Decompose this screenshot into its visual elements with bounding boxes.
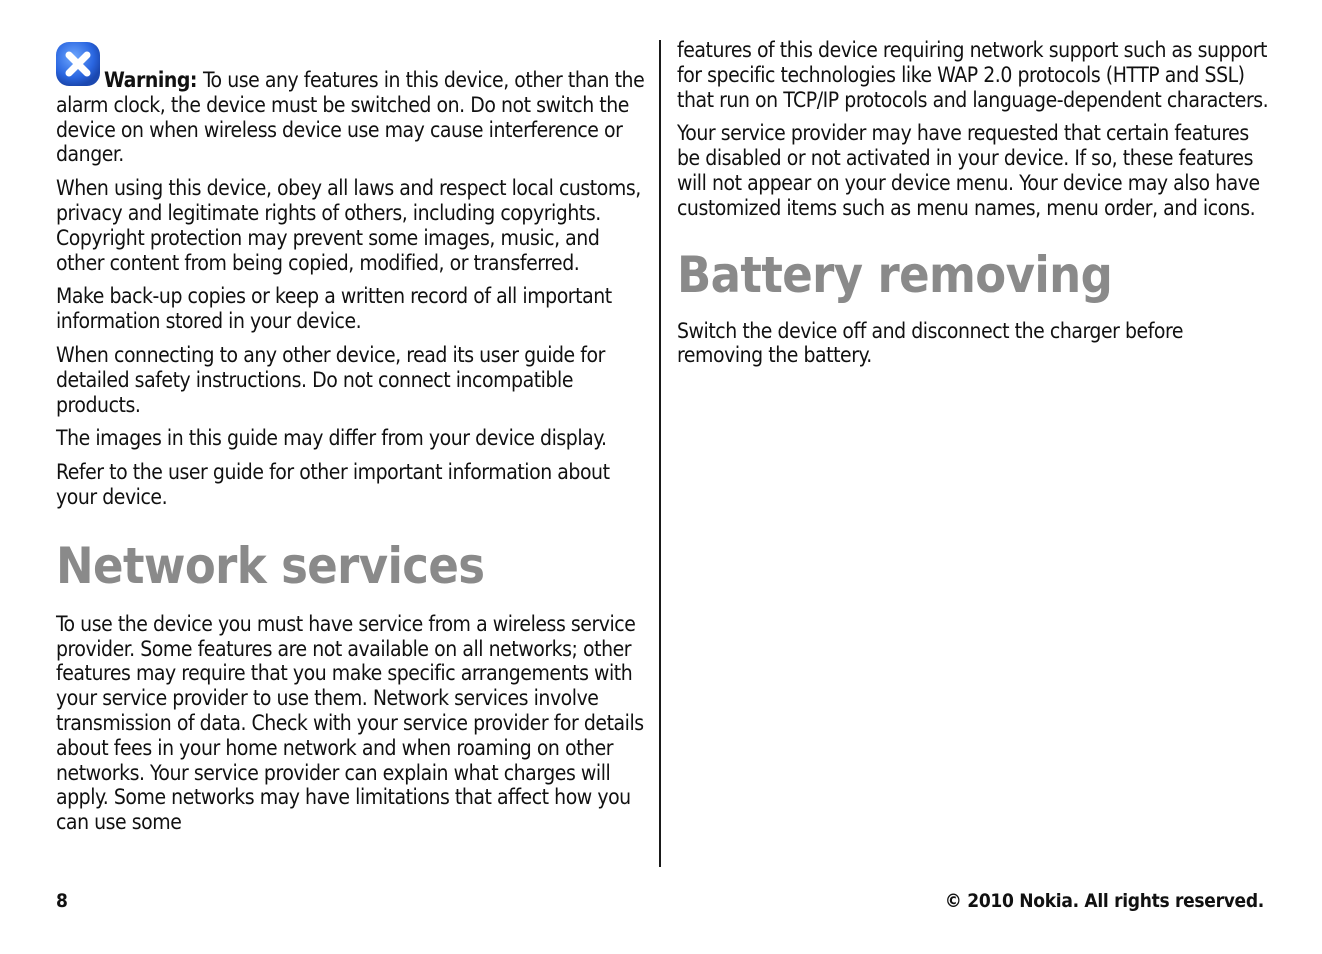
- body-paragraph: When connecting to any other device, read its user guide for detailed safety instructions. Do not connect incompatible products.: [56, 342, 605, 417]
- column-divider: [659, 40, 661, 867]
- body-paragraph: features of this device requiring network support such as support for specific technologies like WAP 2.0 protocols (HTTP and SSL) that run on TCP/IP protocols and language-dependent characters.: [677, 38, 1269, 112]
- body-paragraph: Make back-up copies or keep a written record of all important information stored in your device.: [56, 284, 612, 334]
- warning-block: [56, 38, 646, 167]
- warning-paragraph: [56, 40, 646, 167]
- left-column: [56, 38, 646, 844]
- body-paragraph: Refer to the user guide for other important information about your device.: [56, 460, 610, 509]
- section-paragraph: Switch the device off and disconnect the charger before removing the battery.: [677, 318, 1184, 368]
- section-heading-battery-removing: Battery removing: [677, 245, 1113, 304]
- copyright-notice: © 2010 Nokia. All rights reserved.: [944, 890, 1264, 912]
- warning-x-icon: [54, 40, 102, 88]
- section-paragraph: To use the device you must have service from a wireless service provider. Some features are not available on all networks; other features may require that you make specific arrangements with your service provider to use them. Network services involve transmission of data. Check with your service provider for details about fees in your home network and when roaming on other networks. Your service provider can explain what charges will apply. Some networks may have limitations that affect how you can use some: [56, 611, 644, 835]
- body-paragraph: The images in this guide may differ from your device display.: [56, 426, 607, 451]
- section-heading-network-services: Network services: [56, 536, 485, 595]
- page-number: 8: [56, 890, 68, 912]
- body-paragraph: Your service provider may have requested that certain features be disabled or not activated in your device. If so, these features will not appear on your device menu. Your device may also have customized items such as menu names, menu order, and icons.: [677, 121, 1260, 220]
- right-column: [677, 38, 1269, 377]
- body-paragraph: When using this device, obey all laws and respect local customs, privacy and legitimate rights of others, including copyrights. Copyright protection may prevent some images, music, and other content from being copied, modified, or transferred.: [56, 176, 641, 275]
- warning-label: Warning:: [104, 68, 198, 92]
- warning-text: To use any features in this device, other than the alarm clock, the device must be switched on. Do not switch the device on when wireless device use may cause interference or danger.: [56, 68, 645, 167]
